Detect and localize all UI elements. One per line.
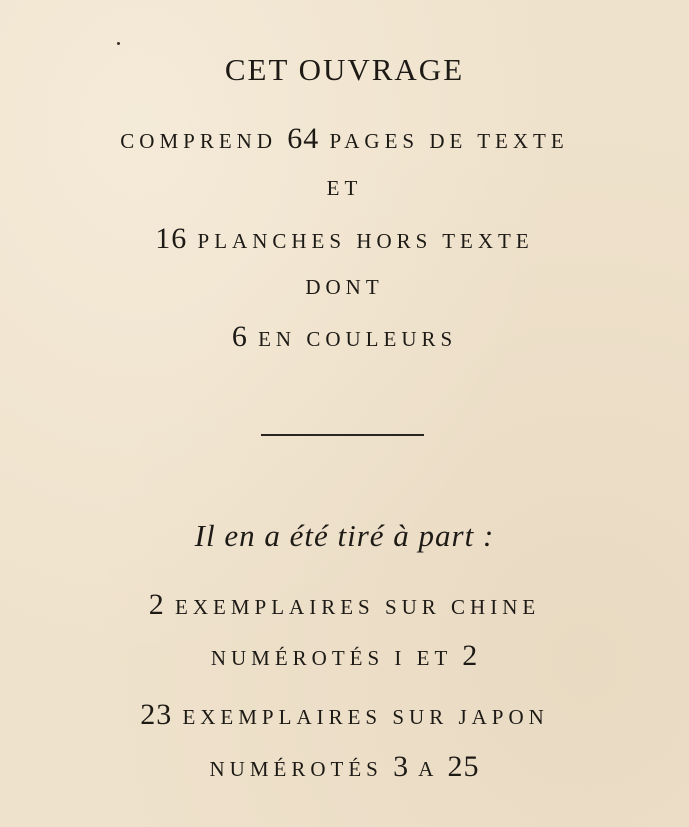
chine-numbering-middle: ET	[406, 646, 463, 670]
colophon-title: CET OUVRAGE	[224, 52, 465, 87]
and-line: ET	[326, 176, 363, 200]
pages-line-suffix: PAGES DE TEXTE	[319, 129, 569, 153]
plates-line	[0, 224, 689, 254]
color-plates-count: 6	[231, 320, 248, 353]
japon-numbering-prefix: NUMÉROTÉS	[209, 757, 394, 781]
japon-numbering-middle: A	[409, 757, 448, 781]
japon-suffix: EXEMPLAIRES SUR JAPON	[172, 705, 549, 729]
of-which-line: DONT	[305, 275, 384, 299]
divider-rule	[261, 434, 424, 436]
japon-line	[0, 700, 689, 730]
japon-count: 23	[140, 698, 173, 731]
plates-line-suffix: PLANCHES HORS TEXTE	[187, 229, 534, 253]
pages-line	[0, 124, 689, 154]
chine-numbering-line	[0, 641, 689, 671]
pages-line-prefix: COMPREND	[120, 129, 288, 153]
chine-line	[0, 590, 689, 620]
edition-heading: Il en a été tiré à part :	[194, 518, 495, 553]
japon-numbering-end: 25	[447, 750, 480, 783]
japon-numbering-line	[0, 752, 689, 782]
japon-numbering-start: 3	[393, 750, 410, 783]
chine-numbering-start: I	[394, 646, 407, 670]
chine-numbering-end: 2	[462, 639, 479, 672]
plates-count: 16	[155, 222, 188, 255]
pages-count: 64	[287, 122, 320, 155]
chine-numbering-prefix: NUMÉROTÉS	[210, 646, 395, 670]
chine-suffix: EXEMPLAIRES SUR CHINE	[164, 595, 541, 619]
chine-count: 2	[148, 588, 165, 621]
color-plates-suffix: EN COULEURS	[247, 327, 458, 351]
paper-speck	[117, 42, 120, 45]
color-plates-line	[0, 322, 689, 352]
